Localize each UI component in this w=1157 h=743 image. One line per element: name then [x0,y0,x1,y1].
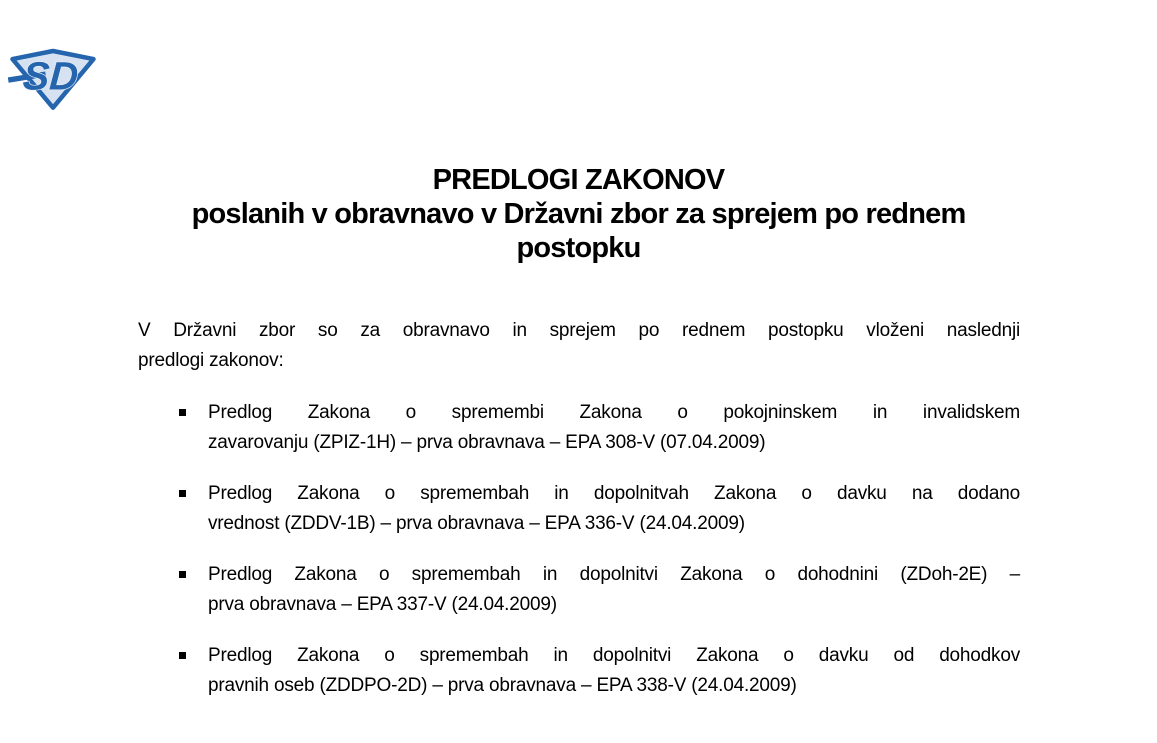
title-line: postopku [516,232,641,264]
list-item [208,641,1020,701]
logo-letters: SD [21,54,80,99]
intro-paragraph [138,316,1020,376]
bullet-line: vrednost (ZDDV-1B) – prva obravnava – EPA 336-V (24.04.2009) [208,513,745,534]
bullet-marker [179,571,186,578]
law-list [208,398,1020,722]
bullet-line: Predlog Zakona o spremembah in dopolnitvi Zakona o dohodnini (ZDoh-2E) – [208,564,1020,585]
bullet-marker [179,409,186,416]
bullet-line: prva obravnava – EPA 337-V (24.04.2009) [208,594,557,615]
list-item [208,479,1020,539]
intro-line: predlogi zakonov: [138,350,284,371]
sd-logo-graphic [8,42,98,114]
title-line: poslanih v obravnavo v Državni zbor za sprejem po rednem [191,198,966,230]
bullet-line: Predlog Zakona o spremembah in dopolnitvi Zakona o davku od dohodkov [208,645,1020,666]
list-item [208,398,1020,458]
bullet-line: pravnih oseb (ZDDPO-2D) – prva obravnava – EPA 338-V (24.04.2009) [208,675,797,696]
title-line: PREDLOGI ZAKONOV [432,164,725,196]
bullet-marker [179,652,186,659]
sd-logo [8,42,98,114]
bullet-line: Predlog Zakona o spremembi Zakona o pokojninskem in invalidskem [208,402,1020,423]
bullet-line: zavarovanju (ZPIZ-1H) – prva obravnava – EPA 308-V (07.04.2009) [208,432,766,453]
document-title [0,163,1157,265]
bullet-marker [179,490,186,497]
list-item [208,560,1020,620]
intro-line: V Državni zbor so za obravnavo in sprejem po rednem postopku vloženi naslednji [138,320,1020,341]
bullet-line: Predlog Zakona o spremembah in dopolnitvah Zakona o davku na dodano [208,483,1020,504]
